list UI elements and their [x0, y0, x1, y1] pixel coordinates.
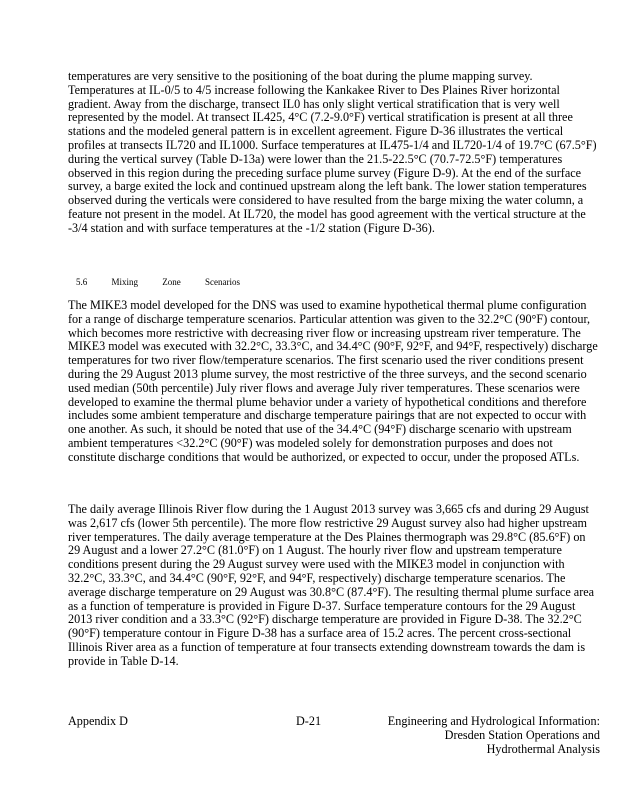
section-title-word-3: Scenarios — [205, 277, 241, 287]
section-title-word-1: Mixing — [111, 277, 139, 287]
section-number: 5.6 — [76, 277, 88, 287]
paragraph-vertical-profiles: temperatures are very sensitive to the positioning of the boat during the plume mapping survey. Temperatures at IL-0/5 to 4/5 increase following the Kankakee River to Des Plaines River horizontal gradient. Away from the discharge, transect IL0 has only slight vertical stratification that is very well represented by the model. At transect IL425, 4°C (7.2-9.0°F) vertical stratification is present at all three stations and the modeled general pattern is in excellent agreement. Figure D-36 illustrates the vertical profiles at transects IL720 and IL1000. Surface temperatures at IL475-1/4 and IL720-1/4 of 19.7°C (67.5°F) during the vertical survey (Table D-13a) were lower than the 21.5-22.5°C (70.7-72.5°F) temperatures observed in this region during the preceding surface plume survey (Figure D-9). At the end of the surface survey, a barge exited the lock and continued upstream along the left bank. The lower station temperatures observed during the verticals were considered to have resulted from the barge mixing the water column, a feature not present in the model. At IL720, the model has good agreement with the vertical structure at the -3/4 station and with surface temperatures at the -1/2 station (Figure D-36). — [68, 69, 597, 235]
section-title-word-2: Zone — [162, 277, 181, 287]
paragraph-mixing-zone-scenarios: The MIKE3 model developed for the DNS was used to examine hypothetical thermal plume configuration for a range of discharge temperature scenarios. Particular attention was given to the 32.2°C (90°F) contour, which becomes more restrictive with decreasing river flow or increasing upstream river temperature. The MIKE3 model was executed with 32.2°C, 33.3°C, and 34.4°C (90°F, 92°F, and 94°F, respectively) discharge temperatures for two river flow/temperature scenarios. The first scenario used the river conditions present during the 29 August 2013 plume survey, the most restrictive of the three surveys, and the second scenario used median (50th percentile) July river flows and average July river temperatures. These scenarios were developed to examine the thermal plume behavior under a variety of hypothetical conditions and therefore includes some ambient temperature and discharge temperature pairings that are not expected to occur with one another. As such, it should be noted that use of the 34.4°C (94°F) discharge scenario with upstream ambient temperatures <32.2°C (90°F) was modeled solely for demonstration purposes and does not constitute discharge conditions that would be authorized, or expected to occur, under the proposed ATLs. — [68, 298, 598, 464]
footer-appendix-label: Appendix D — [68, 714, 128, 728]
footer-document-title: Engineering and Hydrological Information: Dresden Station Operations and Hydrothermal Analysis — [387, 714, 600, 756]
section-heading — [76, 276, 262, 288]
footer-page-number: D-21 — [296, 714, 322, 728]
paragraph-river-flow: The daily average Illinois River flow during the 1 August 2013 survey was 3,665 cfs and during 29 August was 2,617 cfs (lower 5th percentile). The more flow restrictive 29 August survey also had higher upstream river temperatures. The daily average temperature at the Des Plaines thermograph was 29.8°C (85.6°F) on 29 August and a lower 27.2°C (81.0°F) on 1 August. The hourly river flow and upstream temperature conditions present during the 29 August survey were used with the MIKE3 model in conjunction with 32.2°C, 33.3°C, and 34.4°C (90°F, 92°F, and 94°F, respectively) discharge temperature scenarios. The average discharge temperature on 29 August was 30.8°C (87.4°F). The resulting thermal plume surface area as a function of temperature is provided in Figure D-37. Surface temperature contours for the 29 August 2013 river condition and a 33.3°C (92°F) discharge temperature are provided in Figure D-38. The 32.2°C (90°F) temperature contour in Figure D-38 has a surface area of 15.2 acres. The percent cross-sectional Illinois River area as a function of temperature at four transects extending downstream towards the dam is provide in Table D-14. — [68, 502, 595, 668]
